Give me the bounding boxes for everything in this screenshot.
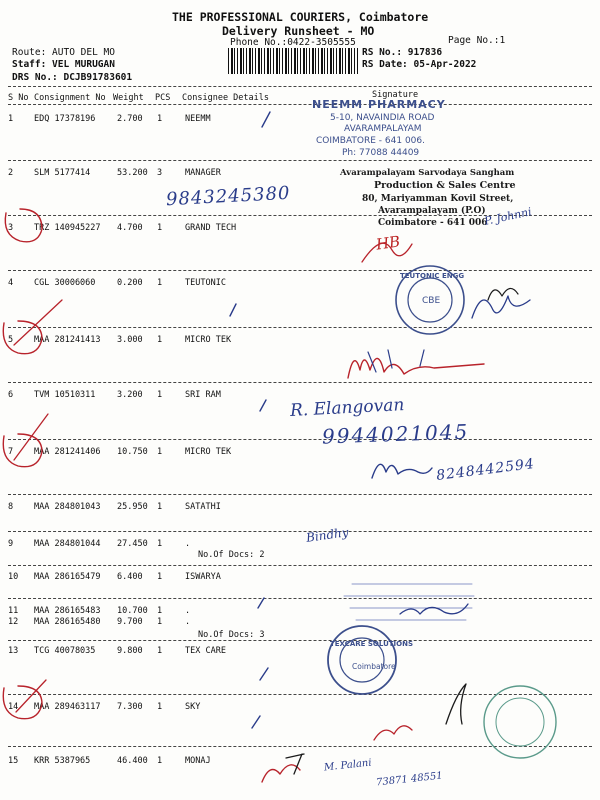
row-sno: 14: [8, 702, 19, 712]
row-consignee: MICRO TEK: [185, 447, 232, 457]
stamp-line: Avarampalayam Sarvodaya Sangham: [340, 168, 515, 178]
docs-note: No.Of Docs: 2: [198, 550, 265, 560]
row-consignment-no: TVM 10510311: [34, 390, 96, 400]
row-consignment-no: SLM 5177414: [34, 168, 91, 178]
stamp-line: NEEMM PHARMACY: [312, 98, 446, 111]
handwritten-signature: HB: [374, 232, 402, 254]
row-weight: 9.800: [117, 646, 143, 656]
teutonic-stamp-circle: [408, 278, 452, 322]
row-weight: 10.700: [117, 606, 148, 616]
col-consignee: Consignee Details: [182, 93, 269, 103]
blue-tick-mark: [262, 112, 270, 127]
row-consignment-no: MAA 284801044: [34, 539, 101, 549]
row-weight: 7.300: [117, 702, 143, 712]
stamp-line: Ph: 77088 44409: [342, 148, 420, 158]
faded-stamp-lines: [344, 584, 474, 620]
row-consignee: MONAJ: [185, 756, 211, 766]
handwritten-signature: R. Elangovan: [289, 395, 405, 421]
row-sno: 10: [8, 572, 19, 582]
row-pcs: 1: [157, 702, 163, 712]
row-sno: 12: [8, 617, 19, 627]
stamp-line: 5-10, NAVAINDIA ROAD: [330, 113, 435, 123]
signature-scribble: [374, 726, 412, 740]
col-signature: Signature: [372, 90, 419, 100]
rs-number: RS No.: 917836: [362, 47, 443, 58]
row-pcs: 1: [157, 278, 163, 288]
row-weight: 0.200: [117, 278, 143, 288]
row-pcs: 1: [157, 572, 163, 582]
texcare-stamp-circle: [340, 638, 384, 682]
blue-tick-mark: [258, 598, 264, 608]
row-consignment-no: EDQ 17378196: [34, 114, 96, 124]
stamp-line: CBE: [422, 296, 441, 306]
row-consignment-no: MAA 284801043: [34, 502, 101, 512]
stamp-line: TEXCARE SOLUTIONS: [330, 640, 413, 648]
row-consignee: GRAND TECH: [185, 223, 237, 233]
row-pcs: 1: [157, 114, 163, 124]
handwritten-phone: 73871 48551: [375, 770, 444, 789]
handwritten-signature: Bindhy: [305, 525, 350, 545]
row-consignment-no: CGL 30006060: [34, 278, 96, 288]
red-tick-mark: [14, 414, 48, 460]
signature-scribble: [446, 684, 466, 724]
handwritten-signature: M. Palani: [323, 757, 373, 774]
row-sno: 9: [8, 539, 14, 549]
row-consignee: NEEMM: [185, 114, 211, 124]
document-title: Delivery Runsheet - MO: [222, 24, 375, 38]
company-phone: Phone No.:0422-3505555: [230, 37, 356, 48]
row-consignment-no: MAA 281241406: [34, 447, 101, 457]
row-sno: 11: [8, 606, 19, 616]
row-weight: 9.700: [117, 617, 143, 627]
signature-scribble: [362, 243, 412, 262]
row-sno: 4: [8, 278, 14, 288]
row-consignee: SRI RAM: [185, 390, 221, 400]
company-name: THE PROFESSIONAL COURIERS, Coimbatore: [172, 10, 429, 24]
col-pcs: PCS: [155, 93, 171, 103]
signature-scribble: [472, 296, 530, 318]
row-consignment-no: TRZ 140945227: [34, 223, 101, 233]
stamp-line: Avarampalayam (P.O): [378, 206, 486, 216]
row-pcs: 1: [157, 502, 163, 512]
row-consignment-no: MAA 286165480: [34, 617, 101, 627]
row-pcs: 1: [157, 539, 163, 549]
row-consignment-no: MAA 289463117: [34, 702, 101, 712]
row-consignee: MANAGER: [185, 168, 221, 178]
row-weight: 46.400: [117, 756, 148, 766]
signature-scribble: [372, 464, 432, 478]
row-pcs: 1: [157, 447, 163, 457]
row-pcs: 1: [157, 606, 163, 616]
row-sno: 15: [8, 756, 19, 766]
row-consignee: .: [185, 606, 191, 616]
red-tick-mark: [14, 300, 62, 345]
row-pcs: 1: [157, 223, 163, 233]
handwritten-phone: 9843245380: [165, 182, 291, 211]
row-sno: 2: [8, 168, 14, 178]
row-pcs: 3: [157, 168, 163, 178]
stamp-line: AVARAMPALAYAM: [344, 124, 422, 134]
row-consignment-no: KRR 5387965: [34, 756, 91, 766]
blue-tick-mark: [260, 400, 266, 411]
green-stamp-circle: [484, 686, 556, 758]
row-weight: 2.700: [117, 114, 143, 124]
col-weight: Weight: [113, 93, 144, 103]
row-consignee: MICRO TEK: [185, 335, 232, 345]
signature-scribble: [488, 288, 518, 300]
handwritten-phone: 9944021045: [321, 419, 470, 449]
row-pcs: 1: [157, 617, 163, 627]
row-consignment-no: MAA 281241413: [34, 335, 101, 345]
row-consignment-no: MAA 286165479: [34, 572, 101, 582]
row-weight: 27.450: [117, 539, 148, 549]
row-weight: 53.200: [117, 168, 148, 178]
row-consignee: .: [185, 539, 191, 549]
row-consignee: ISWARYA: [185, 572, 221, 582]
row-weight: 3.000: [117, 335, 143, 345]
row-weight: 3.200: [117, 390, 143, 400]
green-stamp-circle: [496, 698, 544, 746]
route: Route: AUTO DEL MO: [12, 47, 115, 58]
red-circle-mark: [5, 209, 42, 242]
row-consignee: SKY: [185, 702, 201, 712]
stamp-line: COIMBATORE - 641 006.: [316, 136, 425, 146]
row-consignee: SATATHI: [185, 502, 221, 512]
row-consignee: TEX CARE: [185, 646, 226, 656]
red-circle-mark: [3, 434, 42, 467]
col-consignment: Consignment No: [34, 93, 106, 103]
signature-scribble: [400, 604, 468, 614]
row-weight: 6.400: [117, 572, 143, 582]
row-weight: 25.950: [117, 502, 148, 512]
row-consignment-no: MAA 286165483: [34, 606, 101, 616]
row-sno: 6: [8, 390, 14, 400]
handwritten-phone: 8248442594: [435, 456, 536, 484]
stamp-line: Coimbatore - 641 006: [378, 218, 488, 228]
texcare-stamp-circle: [328, 626, 396, 694]
teutonic-stamp-circle: [396, 266, 464, 334]
handwritten-signature: P. Johnni: [483, 205, 533, 228]
row-weight: 10.750: [117, 447, 148, 457]
row-sno: 8: [8, 502, 14, 512]
row-sno: 1: [8, 114, 14, 124]
row-consignment-no: TCG 40078035: [34, 646, 96, 656]
row-sno: 3: [8, 223, 14, 233]
stamp-line: Production & Sales Centre: [374, 180, 516, 191]
stamp-line: Coimbatore: [352, 662, 396, 671]
row-pcs: 1: [157, 390, 163, 400]
docs-note: No.Of Docs: 3: [198, 630, 265, 640]
stamp-line: TEUTONIC ENGG: [400, 272, 465, 280]
row-pcs: 1: [157, 646, 163, 656]
signature-scribble: [348, 358, 484, 378]
row-sno: 7: [8, 447, 14, 457]
row-pcs: 1: [157, 756, 163, 766]
page-number: Page No.:1: [448, 35, 506, 46]
blue-tick-mark: [230, 304, 236, 316]
blue-tick-mark: [260, 668, 268, 680]
row-pcs: 1: [157, 335, 163, 345]
signature-scribble: [286, 754, 304, 774]
row-consignee: TEUTONIC: [185, 278, 226, 288]
blue-tick-mark: [252, 716, 260, 728]
col-sno: S No: [8, 93, 29, 103]
row-consignee: .: [185, 617, 191, 627]
row-weight: 4.700: [117, 223, 143, 233]
row-sno: 5: [8, 335, 14, 345]
drs-number: DRS No.: DCJB91783601: [12, 72, 133, 83]
staff: Staff: VEL MURUGAN: [12, 59, 115, 70]
rs-date: RS Date: 05-Apr-2022: [362, 59, 477, 70]
row-sno: 13: [8, 646, 19, 656]
stamp-line: 80, Mariyamman Kovil Street,: [362, 194, 514, 204]
